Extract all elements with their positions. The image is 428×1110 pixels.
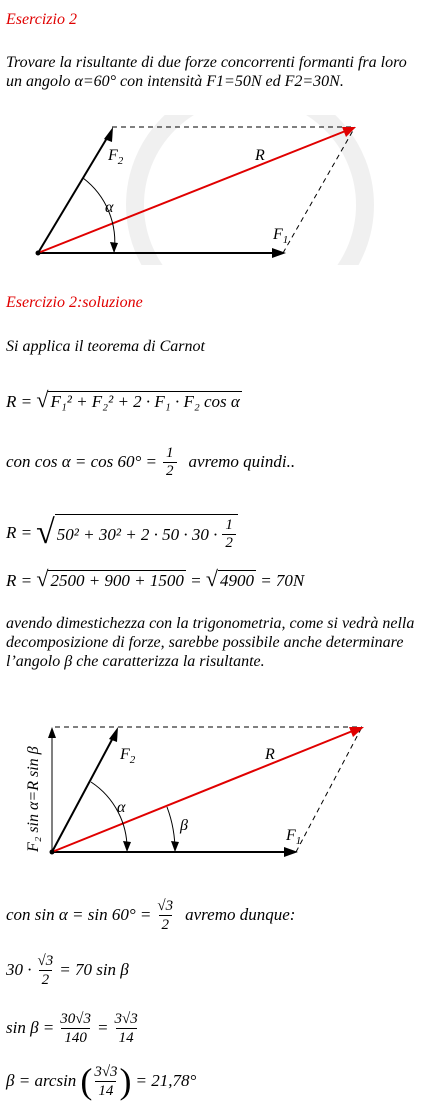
dashed-right-edge-2	[296, 727, 362, 852]
eq8-result: = 21,78°	[135, 1071, 197, 1090]
resultant-vector	[38, 130, 348, 253]
exercise-title: Esercizio 2	[6, 11, 77, 28]
beta-label: β	[180, 817, 188, 834]
eq4-equals: =	[190, 571, 202, 590]
eq6-rhs: = 70 sin β	[59, 960, 129, 979]
f2-arrowhead-2	[109, 727, 118, 742]
f1-arrowhead-2	[284, 847, 298, 857]
eq6-denominator: 2	[39, 970, 53, 989]
solution-title: Esercizio 2:soluzione	[6, 294, 143, 311]
eq7-denominator-2: 14	[116, 1028, 137, 1047]
eq4-lhs: R =	[6, 571, 33, 590]
eq2-numerator: 1	[166, 444, 174, 461]
eq8-numerator: 3√3	[94, 1063, 118, 1080]
eq5-text: con sin α = sin 60° =	[6, 905, 152, 924]
carnot-text: Si applica il teorema di Carnot	[6, 338, 205, 355]
projection-arrowhead	[48, 727, 56, 738]
beta-arc-arrow	[171, 841, 179, 852]
eq8-lhs: β = arcsin	[6, 1071, 77, 1090]
eq5-denominator: 2	[159, 915, 173, 934]
equation-substitution: R = √ 50² + 30² + 2 · 50 · 30 · $\frac{1}{2}$	[6, 508, 238, 558]
eq7-denominator-1: 140	[61, 1028, 90, 1047]
equation-beta: β = arcsin ( $\frac{3√3}{14}$ ) = 21,78°	[6, 1061, 197, 1101]
force-diagram-1	[0, 115, 428, 265]
f2-label: $F_2$	[108, 147, 124, 167]
f2-vector-2	[52, 734, 115, 852]
equation-sin60	[6, 893, 295, 937]
eq3-denominator: 2	[222, 534, 236, 552]
equation-cos60	[6, 442, 295, 482]
eq5-post: avremo dunque:	[185, 905, 296, 924]
alpha-arc-arrow	[110, 242, 118, 253]
alpha-arc-arrow-2	[123, 841, 131, 852]
alpha-arc-2	[91, 782, 127, 852]
r-label: R	[255, 147, 265, 164]
eq6-lhs: 30 ·	[6, 960, 32, 979]
f2-label-2: $F_2$	[120, 746, 136, 766]
equation-result: R = √ 2500 + 900 + 1500 = √ 4900 = 70N	[6, 566, 305, 591]
f1-label: $F_1$	[273, 226, 289, 246]
eq7-numerator-2: 3√3	[114, 1010, 138, 1027]
alpha-label-2: α	[117, 799, 126, 816]
resultant-vector-2	[52, 730, 355, 852]
eq6-numerator: √3	[37, 952, 54, 969]
eq3-numerator: 1	[225, 517, 233, 533]
equation-sin-beta	[6, 1006, 144, 1050]
eq7-lhs: sin β =	[6, 1018, 55, 1037]
equation-projection	[6, 948, 129, 992]
eq4-result: = 70N	[260, 571, 305, 590]
eq1-radicand: F₁² + F₂² + 2 · F₁ · F₂ cos α	[50, 392, 240, 411]
eq2-text: con cos α = cos 60° =	[6, 452, 158, 471]
resultant-arrowhead-2	[349, 727, 364, 737]
trig-paragraph: avendo dimestichezza con la trigonometria, come si vedrà nella decomposizione di forze, sarebbe possibile anche determinare l’angolo β che caratterizza la risultante.	[6, 615, 415, 670]
alpha-label: α	[105, 199, 114, 216]
f1-label-2: $F_1$	[286, 827, 302, 847]
eq3-lhs: R =	[6, 523, 33, 542]
eq2-denominator: 2	[163, 462, 177, 480]
eq4-radicand-1: 2500 + 900 + 1500	[50, 571, 184, 590]
origin-point	[36, 251, 41, 256]
origin-point-2	[50, 850, 55, 855]
f1-arrowhead	[272, 248, 286, 258]
eq5-numerator: √3	[157, 897, 174, 914]
eq7-numerator-1: 30√3	[60, 1010, 92, 1027]
eq4-radicand-2: 4900	[219, 571, 254, 590]
problem-text: Trovare la risultante di due forze concorrenti formanti fra loro un angolo α=60° con intensità F1=50N ed F2=30N.	[6, 54, 407, 90]
force-diagram-2	[0, 712, 428, 862]
projection-label: F₂ sin α=R sin β	[25, 746, 42, 852]
f2-vector	[38, 133, 110, 253]
eq2-post: avremo quindi..	[188, 452, 296, 471]
equation-carnot: R = √ F₁² + F₂² + 2 · F₁ · F₂ cos α	[6, 387, 240, 412]
r-label-2: R	[265, 746, 275, 763]
eq8-denominator: 14	[95, 1081, 116, 1100]
eq7-equals: =	[97, 1018, 109, 1037]
eq3-radicand: 50² + 30² + 2 · 50 · 30 ·	[56, 524, 218, 544]
eq1-lhs: R =	[6, 392, 33, 411]
